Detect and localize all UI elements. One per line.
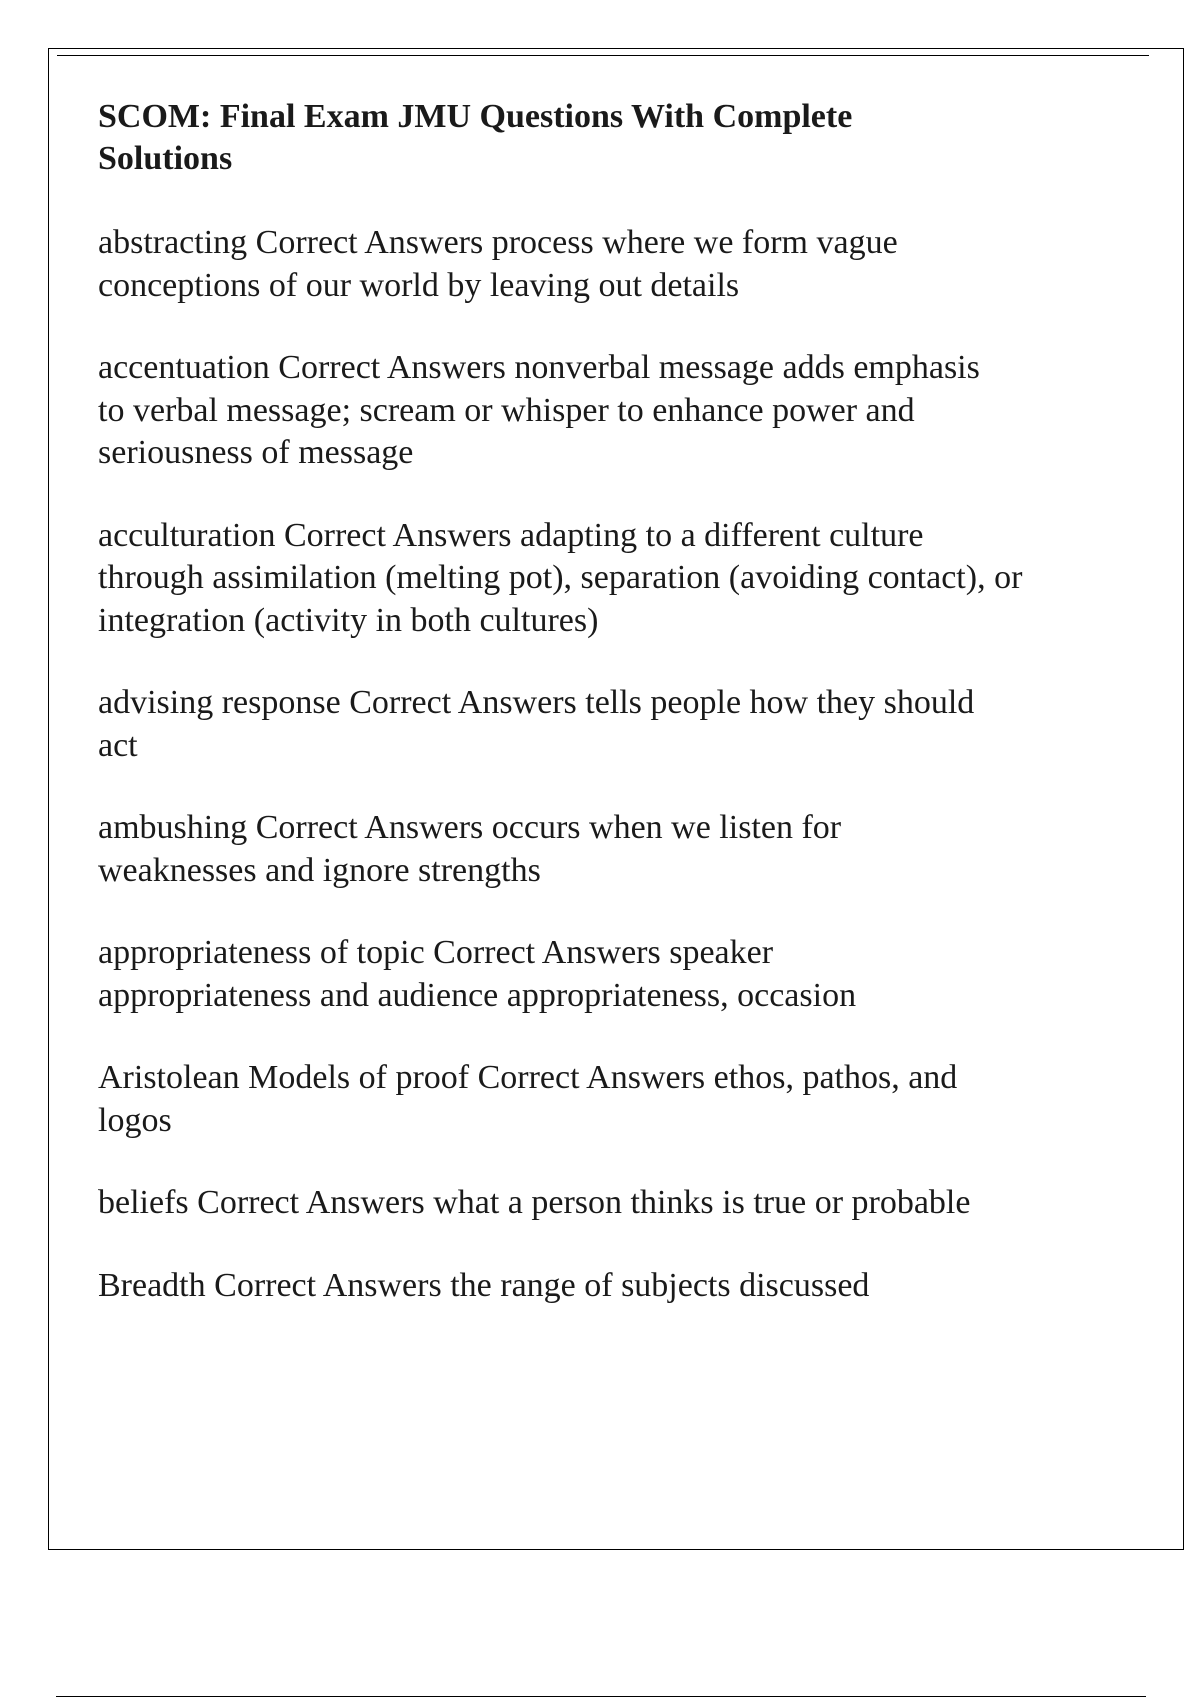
entry-separator: Correct Answers [255,224,484,261]
entry-definition: the range of subjects discussed [450,1266,870,1304]
entry-term: advising response [98,684,341,721]
entry-definition: nonverbal message adds emphasis to verbal message; scream or whisper to enhance power and seriousness of message [98,349,989,471]
page-bottom-rule [56,1696,1146,1697]
entry-separator: Correct Answers [477,1059,706,1096]
entry-accentuation [98,347,988,475]
entry-separator: Correct Answers [433,934,661,971]
entry-term: acculturation [98,516,276,554]
entry-definition: tells people how they should act [98,684,983,764]
entry-separator: Correct Answers [283,516,512,554]
entry-term: beliefs [98,1184,189,1221]
entry-definition: what a person thinks is true or probable [433,1184,971,1221]
entry-separator: Correct Answers [278,349,506,386]
entry-separator: Correct Answers [349,684,577,721]
entry-acculturation [98,515,1031,643]
entry-term: ambushing [98,809,248,846]
entry-term: abstracting [98,224,248,261]
entry-aristolean-models-of-proof [98,1057,1028,1142]
frame-top-rule [57,55,1149,56]
entry-definition: occurs when we listen for weaknesses and ignore strengths [98,809,850,889]
entry-definition: speaker appropriateness and audience appropriateness, occasion [98,934,857,1014]
entry-breadth [98,1265,1098,1308]
document-title: SCOM: Final Exam JMU Questions With Complete Solutions [98,98,853,177]
entry-term: Aristolean Models of proof [98,1059,470,1096]
entry-appropriateness-of-topic [98,932,988,1017]
entry-term: accentuation [98,349,270,386]
entry-term: appropriateness of topic [98,934,425,971]
entry-separator: Correct Answers [197,1184,425,1221]
entry-term: Breadth [98,1266,206,1304]
document-body [98,96,1098,1347]
entry-separator: Correct Answers [255,809,484,846]
entry-definition: ethos, pathos, and logos [98,1059,966,1139]
entry-beliefs [98,1182,1098,1225]
entry-definition: adapting to a different culture through assimilation (melting pot), separation (avoiding contact), or integration (activity in both cultures) [98,516,1031,639]
entry-ambushing [98,807,988,892]
entry-definition: process where we form vague conceptions of our world by leaving out details [98,224,907,304]
entry-separator: Correct Answers [214,1266,442,1304]
entry-abstracting [98,222,988,307]
entry-advising-response [98,682,988,767]
